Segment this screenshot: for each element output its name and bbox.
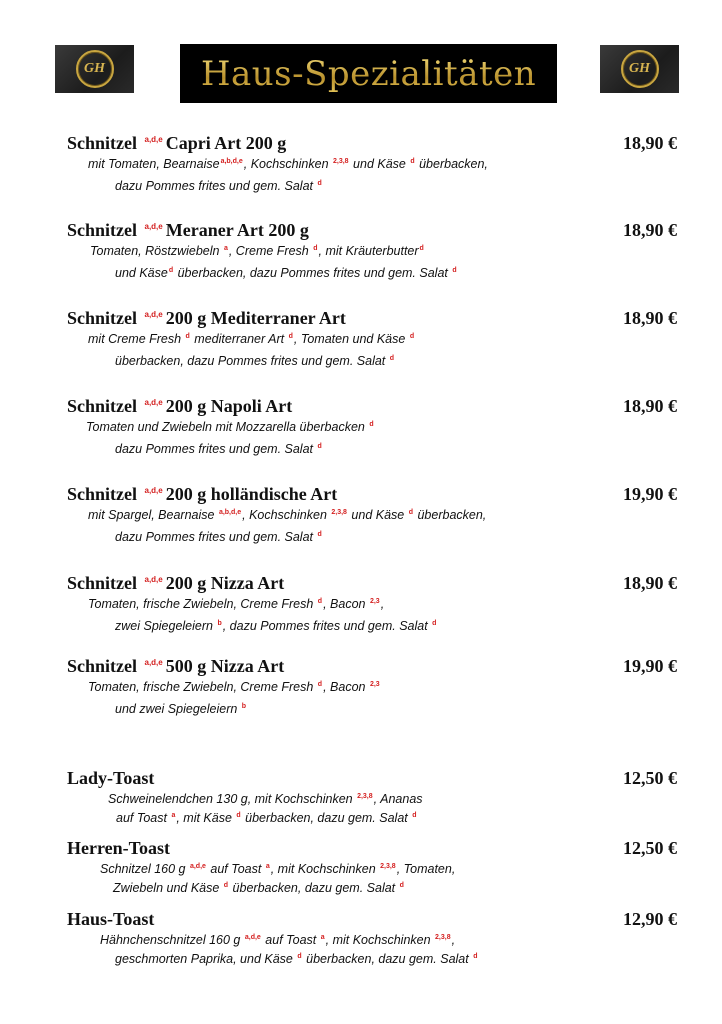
item-price: 12,50 € [623, 768, 677, 788]
item-price: 18,90 € [623, 308, 677, 328]
text: , [451, 933, 456, 947]
allergen-code: d [412, 812, 417, 819]
text: und zwei Spiegeleiern [115, 701, 241, 716]
allergen-code: a,b,d,e [218, 509, 242, 516]
allergen-code: d [317, 442, 322, 450]
text: überbacken, [414, 508, 487, 522]
allergen-code: d [168, 266, 174, 274]
item-description-line [86, 420, 375, 434]
text: Tomaten, frische Zwiebeln, Creme Fresh [88, 680, 317, 694]
allergen-code: a,d,e [144, 486, 163, 495]
allergen-code: d [185, 333, 190, 340]
item-name [67, 656, 284, 677]
item-description-line [115, 530, 323, 544]
allergen-code: a,d,e [144, 575, 163, 584]
allergen-code: d [288, 333, 293, 340]
allergen-code: a,d,e [244, 934, 261, 941]
text: Schweinelendchen 130 g, mit Kochschinken [108, 792, 357, 806]
text: und Käse [115, 265, 168, 280]
text: , mit Kräuterbutter [318, 244, 419, 258]
item-price: 18,90 € [623, 573, 677, 593]
text: , Kochschinken [242, 508, 331, 522]
allergen-code: 2,3 [369, 598, 380, 605]
text: Herren-Toast [67, 838, 170, 858]
text: Schnitzel 160 g [100, 862, 189, 876]
text: Schnitzel [67, 308, 142, 328]
allergen-code: d [473, 953, 478, 960]
item-description-line [90, 244, 425, 258]
allergen-code: a,d,e [144, 222, 163, 231]
item-price: 18,90 € [623, 220, 677, 240]
logo-right [600, 45, 679, 93]
allergen-code: a [320, 934, 325, 941]
text: , mit Käse [176, 811, 236, 825]
allergen-code: d [317, 179, 322, 187]
text: 200 g holländische Art [165, 484, 338, 504]
text: 200 g Napoli Art [165, 396, 293, 416]
item-description-line [100, 933, 455, 947]
text: überbacken, dazu gem. Salat [241, 811, 412, 825]
item-name [67, 768, 154, 789]
allergen-code: a,d,e [144, 658, 163, 667]
allergen-code: d [408, 509, 413, 516]
text: überbacken, [415, 157, 488, 171]
allergen-code: d [409, 333, 415, 340]
text: Hähnchenschnitzel 160 g [100, 933, 244, 947]
item-price: 18,90 € [623, 396, 677, 416]
text: Schnitzel [67, 656, 142, 676]
text: mit Spargel, Bearnaise [88, 508, 218, 522]
text: Schnitzel [67, 133, 142, 153]
item-description-line [113, 881, 405, 895]
text: , mit Kochschinken [270, 862, 380, 876]
item-price: 18,90 € [623, 133, 677, 153]
text: Schnitzel [67, 396, 142, 416]
item-name [67, 308, 346, 329]
allergen-code: 2,3 [369, 681, 380, 688]
item-name [67, 133, 286, 154]
allergen-code: b [217, 619, 222, 627]
allergen-code: a [265, 863, 270, 870]
text: auf Toast [206, 862, 265, 876]
text: mit Tomaten, Bearnaise [88, 157, 220, 171]
text: und Käse [347, 508, 408, 522]
allergen-code: a,d,e [189, 863, 206, 870]
text: Capri Art 200 g [165, 133, 287, 153]
item-description-line [100, 862, 455, 876]
text: , Bacon [323, 597, 369, 611]
item-description-line [115, 619, 437, 633]
item-description-line [88, 508, 486, 522]
allergen-code: a,b,d,e [220, 158, 243, 165]
text: 200 g Nizza Art [165, 573, 285, 593]
item-name [67, 484, 337, 505]
text: zwei Spiegeleiern [115, 618, 217, 633]
text: auf Toast [116, 811, 171, 825]
allergen-code: 2,3,8 [357, 793, 373, 800]
allergen-code: d [317, 530, 322, 538]
item-description-line [88, 597, 384, 611]
text: Meraner Art 200 g [165, 220, 309, 240]
text: , Bacon [323, 680, 369, 694]
text: Schnitzel [67, 573, 142, 593]
text: dazu Pommes frites und gem. Salat [115, 529, 317, 544]
allergen-code: d [389, 354, 395, 362]
text: , Tomaten und Käse [293, 332, 409, 346]
text: dazu Pommes frites und gem. Salat [115, 441, 317, 456]
allergen-code: d [313, 245, 318, 252]
item-description-line [115, 952, 478, 966]
text: und Käse [349, 157, 410, 171]
allergen-code: d [317, 681, 323, 688]
text: überbacken, dazu Pommes frites und gem. Salat [115, 353, 389, 368]
item-price: 12,90 € [623, 909, 677, 929]
text: mediterraner Art [190, 332, 288, 346]
allergen-code: d [432, 619, 437, 627]
item-description-line [108, 792, 423, 806]
item-description-line [115, 442, 323, 456]
text: 200 g Mediterraner Art [165, 308, 346, 328]
text: auf Toast [261, 933, 320, 947]
text: , Kochschinken [243, 157, 332, 171]
allergen-code: d [297, 953, 302, 960]
allergen-code: b [241, 702, 247, 710]
monogram-icon: GH [621, 50, 659, 88]
item-name [67, 220, 309, 241]
text: Schnitzel [67, 220, 142, 240]
text: Haus-Toast [67, 909, 155, 929]
allergen-code: d [452, 266, 457, 274]
allergen-code: d [317, 598, 323, 605]
allergen-code: d [223, 882, 229, 889]
item-description-line [115, 266, 458, 280]
text: überbacken, dazu Pommes frites und gem. Salat [174, 265, 452, 280]
item-price: 19,90 € [623, 484, 677, 504]
text: , [380, 597, 385, 611]
monogram-icon: GH [76, 50, 114, 88]
allergen-code: d [399, 882, 404, 889]
item-name [67, 396, 292, 417]
logo-left [55, 45, 134, 93]
text: mit Creme Fresh [88, 332, 185, 346]
item-price: 12,50 € [623, 838, 677, 858]
allergen-code: a,d,e [144, 135, 163, 144]
text: , Tomaten, [396, 862, 456, 876]
allergen-code: d [236, 812, 241, 819]
text: , Creme Fresh [228, 244, 313, 258]
text: Tomaten, frische Zwiebeln, Creme Fresh [88, 597, 317, 611]
text: Lady-Toast [67, 768, 155, 788]
item-description-line [115, 179, 323, 193]
text: , dazu Pommes frites und gem. Salat [222, 618, 432, 633]
allergen-code: 2,3,8 [331, 509, 347, 516]
item-description-line [115, 354, 395, 368]
text: , Ananas [373, 792, 423, 806]
item-description-line [115, 702, 247, 716]
item-description-line [88, 332, 415, 346]
allergen-code: a [171, 812, 176, 819]
allergen-code: 2,3,8 [380, 863, 396, 870]
allergen-code: a,d,e [144, 398, 163, 407]
allergen-code: 2,3,8 [435, 934, 451, 941]
item-description-line [88, 157, 488, 171]
text: Schnitzel [67, 484, 142, 504]
item-name [67, 573, 284, 594]
item-description-line [116, 811, 418, 825]
text: Tomaten, Röstzwiebeln [90, 244, 223, 258]
text: Zwiebeln und Käse [113, 881, 223, 895]
title-banner [180, 44, 557, 103]
text: überbacken, dazu gem. Salat [229, 881, 399, 895]
allergen-code: d [410, 158, 415, 165]
text: dazu Pommes frites und gem. Salat [115, 178, 317, 193]
allergen-code: 2,3,8 [333, 158, 349, 165]
text: , mit Kochschinken [325, 933, 435, 947]
text: Tomaten und Zwiebeln mit Mozzarella überbacken [86, 420, 369, 434]
text: überbacken, dazu gem. Salat [302, 952, 473, 966]
page-title: Haus-Spezialitäten [200, 53, 537, 94]
text: 500 g Nizza Art [165, 656, 285, 676]
allergen-code: a,d,e [144, 310, 163, 319]
text: geschmorten Paprika, und Käse [115, 952, 297, 966]
allergen-code: d [369, 421, 374, 428]
item-price: 19,90 € [623, 656, 677, 676]
item-description-line [88, 680, 381, 694]
allergen-code: d [419, 245, 424, 252]
allergen-code: a [223, 245, 228, 252]
item-name [67, 909, 154, 930]
item-name [67, 838, 170, 859]
